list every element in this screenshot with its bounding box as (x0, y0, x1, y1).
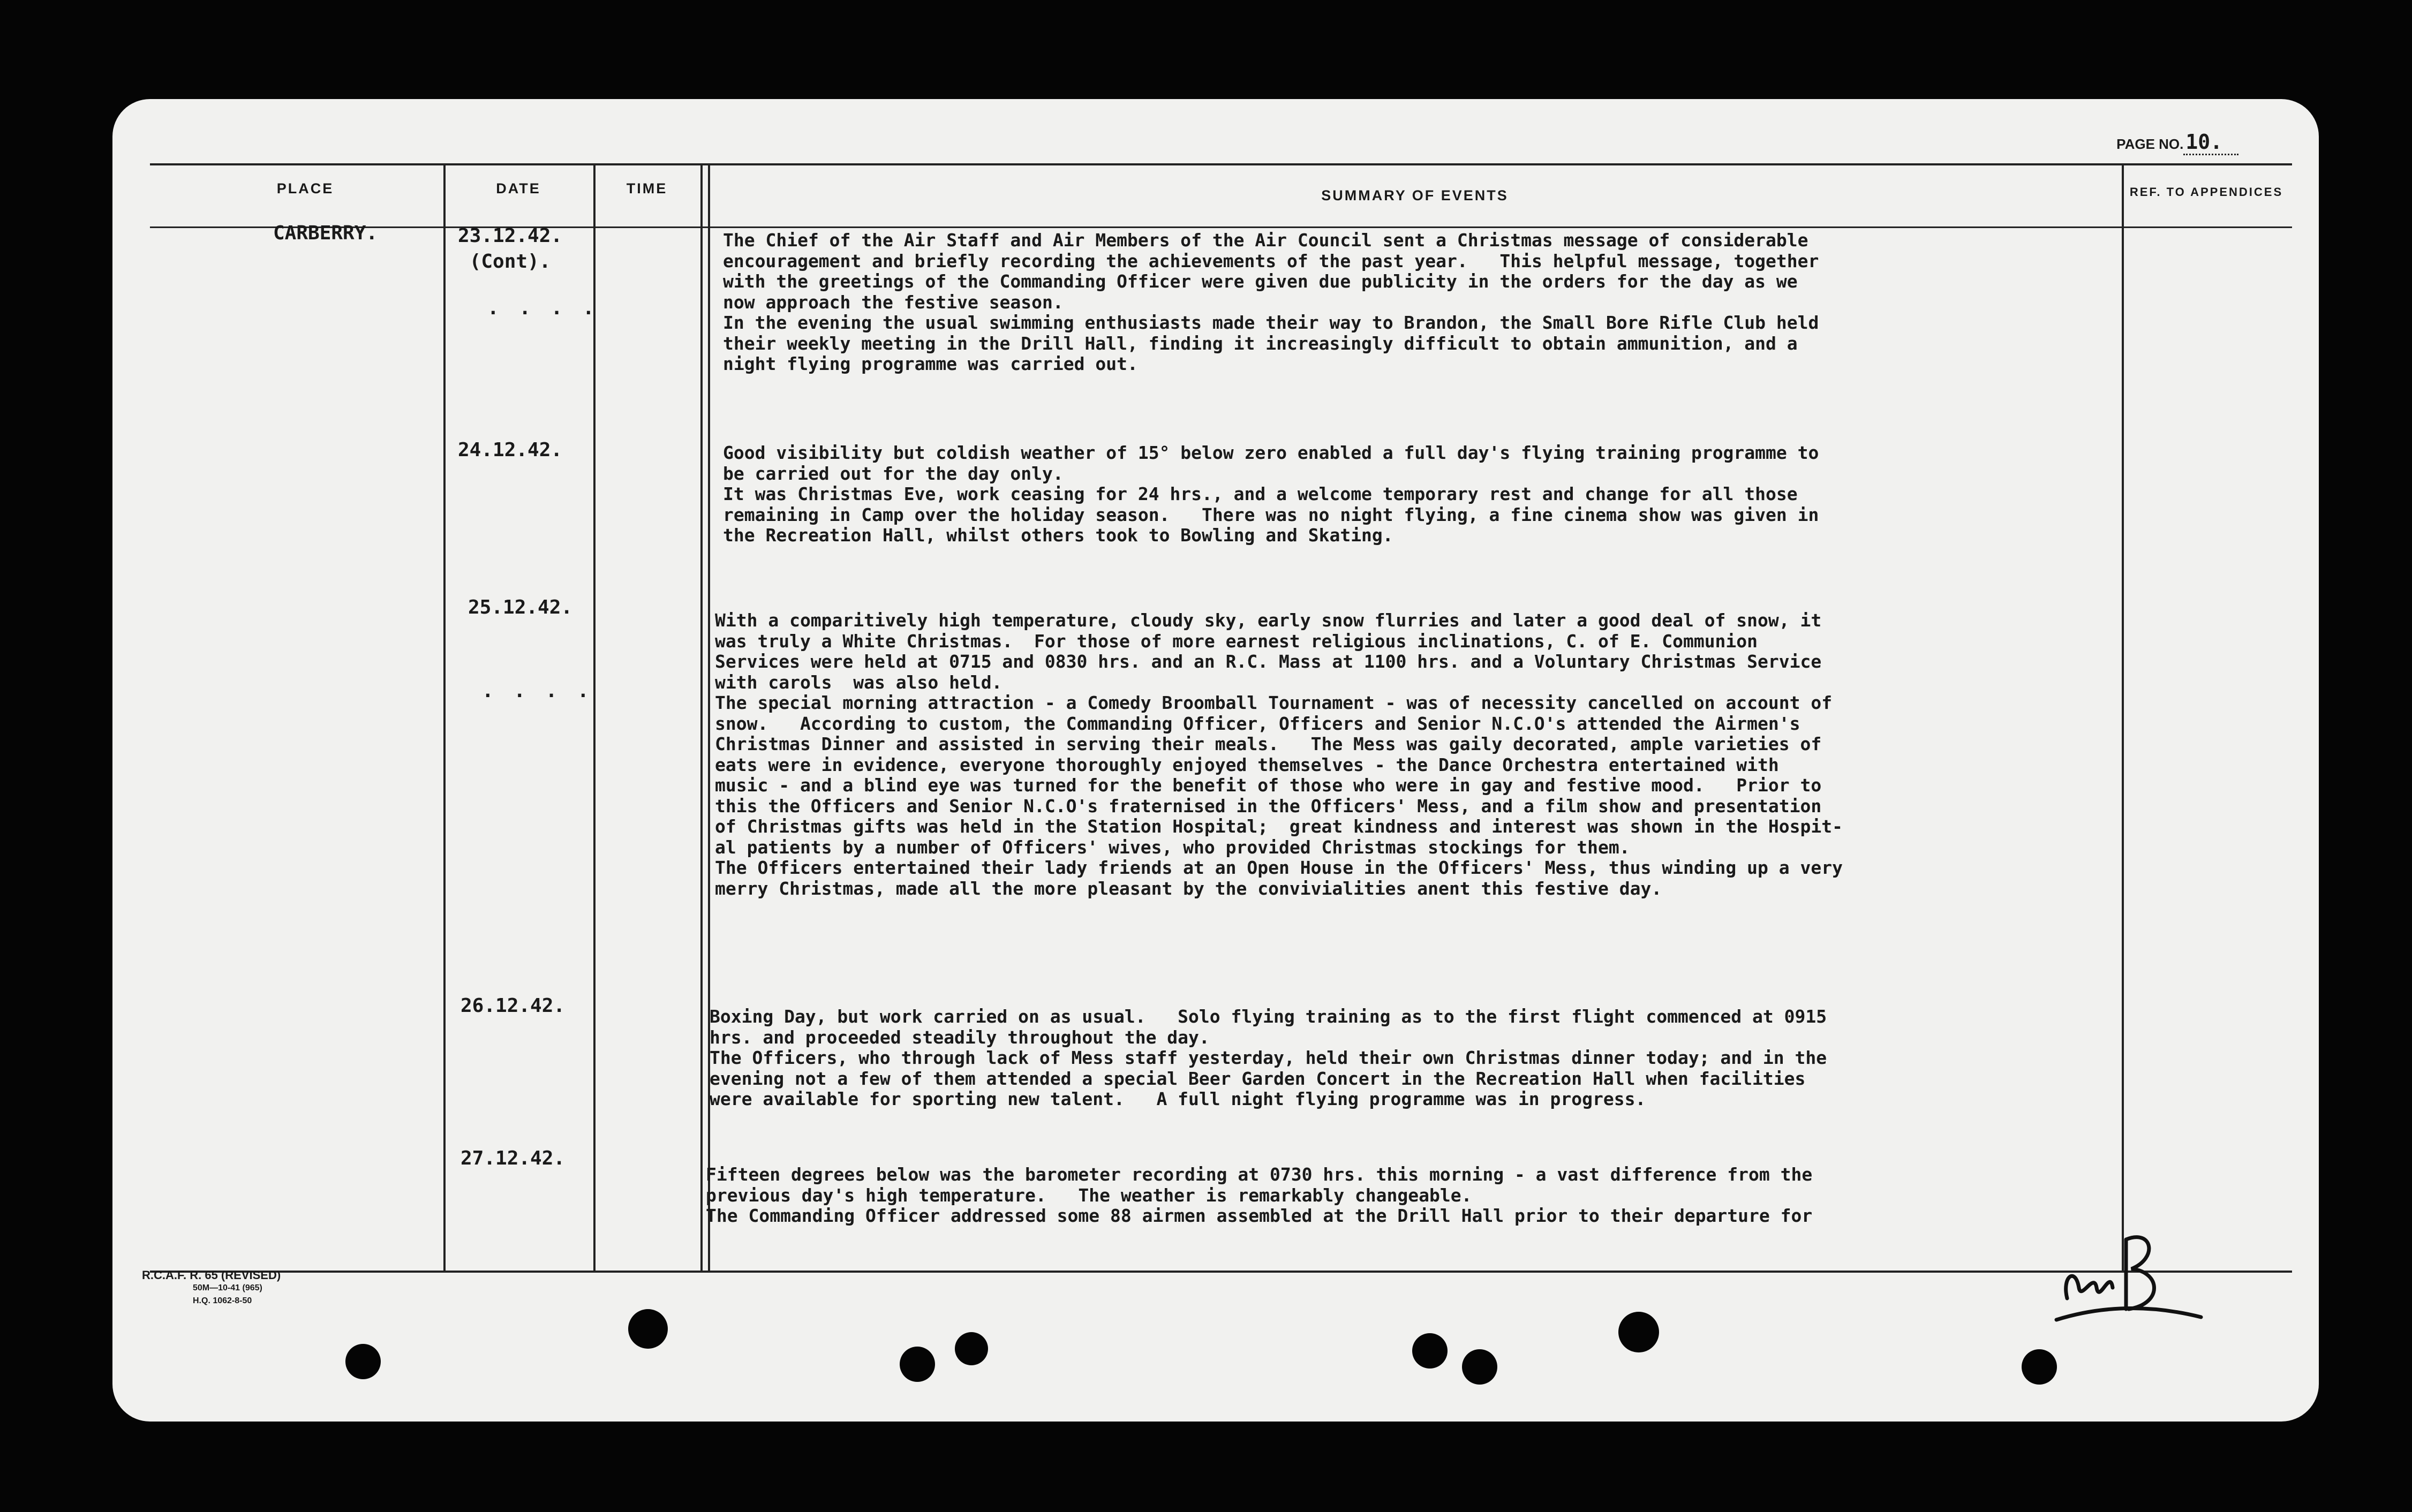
page-number-label: PAGE NO. (2116, 136, 2184, 152)
form-hq-code: H.Q. 1062-8-50 (193, 1296, 252, 1305)
entry-date-3: 25.12.42. (468, 596, 573, 618)
top-rule (150, 163, 2292, 165)
entry-text-4: Boxing Day, but work carried on as usual. Solo flying training as to the first flight commenced at 0915 hrs. and proceeded steadily throughout the day. The Officers, who through lack of Mess staff yesterday, held their own Christmas dinner today; and in the evening not a few of them attended a special Beer Garden Concert in the Recreation Hall when facilities were available for sporting new talent. A full night flying programme was in progress. (710, 1006, 1827, 1109)
form-footer (142, 1269, 281, 1307)
entry-text-1: The Chief of the Air Staff and Air Members of the Air Council sent a Christmas message of considerable encouragement and briefly recording the achievements of the past year. This helpful message, together with the greetings of the Commanding Officer were given due publicity in the orders for the day as we now approach the festive season. In the evening the usual swimming enthusiasts made their way to Brandon, the Small Bore Rifle Club held their weekly meeting in the Drill Hall, finding it increasingly difficult to obtain ammunition, and a night flying programme was carried out. (723, 230, 1819, 374)
punch-hole (1618, 1312, 1659, 1352)
punch-hole (628, 1309, 668, 1349)
punch-hole (900, 1347, 935, 1382)
bottom-rule (150, 1271, 2292, 1273)
entry-text-2: Good visibility but coldish weather of 15° below zero enabled a full day's flying training programme to be carried out for the day only. It was Christmas Eve, work ceasing for 24 hrs., and a welcome temporary rest and change for all those remaining in Camp over the holiday season. There was no night flying, a fine cinema show was given in the Recreation Hall, whilst others took to Bowling and Skating. (723, 442, 1819, 546)
header-ref: REF. TO APPENDICES (2129, 185, 2283, 199)
entry-text-3: With a comparitively high temperature, cloudy sky, early snow flurries and later a good deal of snow, it was truly a White Christmas. For those of more earnest religious inclinations, C. of E. Communion Services were held at 0715 and 0830 hrs. and an R.C. Mass at 1100 hrs. and a Voluntary Christmas Service with carols was also held. The special morning attraction - a Comedy Broomball Tournament - was of necessity cancelled on account of snow. According to custom, the Commanding Officer, Officers and Senior N.C.O's attended the Airmen's Christmas Dinner and assisted in serving their meals. The Mess was gaily decorated, ample varieties of eats were in evidence, everyone thoroughly enjoyed themselves - the Dance Orchestra entertained with music - and a blind eye was turned for the benefit of those who were in gay and festive mood. Prior to this the Officers and Senior N.C.O's fraternised in the Officers' Mess, and a film show and presentation of Christmas gifts was held in the Station Hospital; great kindness and interest was shown in the Hospit- al patients by a number of Officers' wives, who provided Christmas stockings for them. The Officers entertained their lady friends at an Open House in the Officers' Mess, thus winding up a very merry Christmas, made all the more pleasant by the convivialities anent this festive day. (715, 610, 1843, 899)
page-number-value: 10. (2183, 130, 2238, 155)
entry-date-4: 26.12.42. (461, 995, 566, 1017)
header-date: DATE (496, 180, 541, 196)
form-print-code: 50M—10-41 (965) (193, 1283, 262, 1292)
dots-1: . . . . (487, 297, 599, 319)
entry-text-5: Fifteen degrees below was the barometer recording at 0730 hrs. this morning - a vast difference from the previous day's high temperature. The weather is remarkably changeable. The Commanding Officer addressed some 88 airmen assembled at the Drill Hall prior to their departure for (706, 1164, 1813, 1226)
form-number: R.C.A.F. R. 65 (REVISED) (142, 1268, 281, 1282)
signature-initials (2046, 1207, 2206, 1330)
punch-hole (1462, 1349, 1497, 1385)
header-summary: SUMMARY OF EVENTS (1321, 187, 1509, 203)
punch-hole (345, 1344, 381, 1379)
entry-date-1: 23.12.42. (Cont). (458, 225, 563, 273)
punch-hole (2022, 1349, 2057, 1385)
entry-date-5: 27.12.42. (461, 1147, 566, 1169)
header-place: PLACE (276, 180, 334, 196)
punch-hole (955, 1332, 988, 1365)
record-card (112, 99, 2319, 1422)
column-divider-date (593, 164, 596, 1272)
dots-3: . . . . (482, 680, 593, 702)
header-time: TIME (626, 180, 668, 196)
column-divider-place (443, 164, 446, 1272)
page-number (2116, 130, 2238, 154)
entry-date-2: 24.12.42. (458, 439, 563, 461)
place-name: CARBERRY. (273, 222, 378, 244)
punch-hole (1412, 1333, 1448, 1369)
column-divider-time (700, 164, 703, 1272)
